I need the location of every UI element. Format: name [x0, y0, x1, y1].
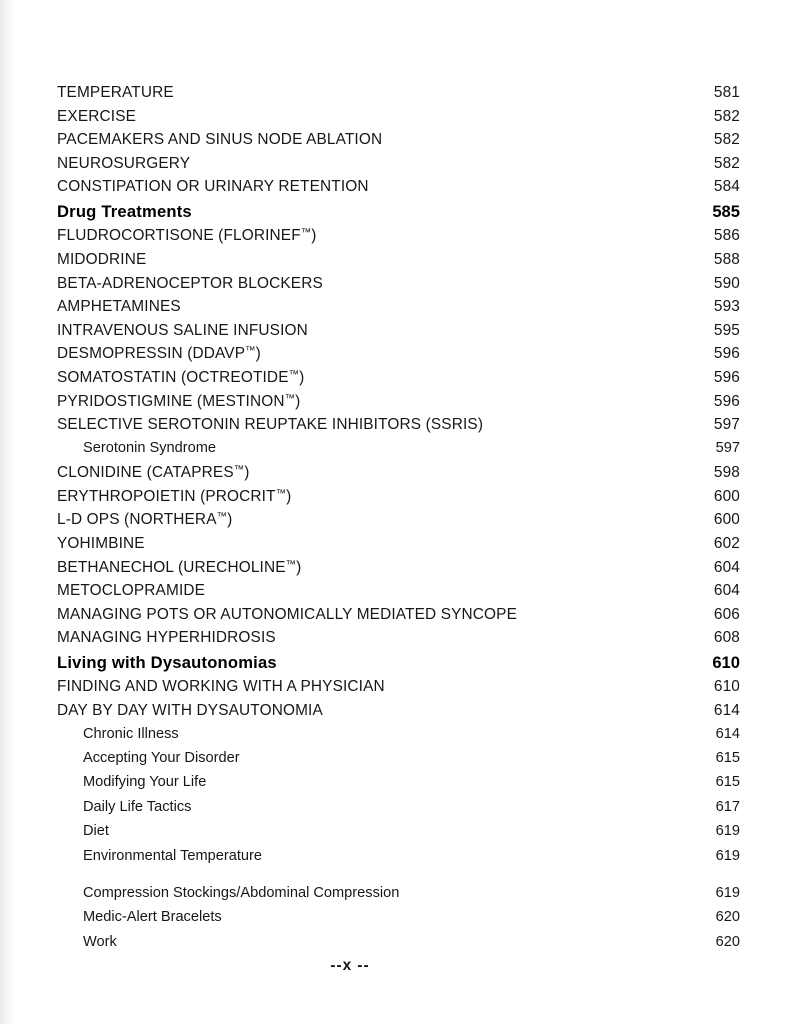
- toc-entry-page-number: 600: [713, 511, 740, 529]
- toc-entry-page-number: 598: [713, 464, 740, 482]
- toc-entry[interactable]: [57, 909, 740, 933]
- toc-entry-page-number: 620: [715, 933, 740, 950]
- toc-entry[interactable]: [57, 606, 740, 630]
- toc-entry[interactable]: [57, 227, 740, 251]
- toc-entry-title: Modifying Your Life: [83, 774, 207, 791]
- toc-entry-title: Environmental Temperature: [83, 847, 263, 864]
- toc-entry-page-number: 608: [713, 629, 740, 647]
- toc-section-heading[interactable]: [57, 653, 740, 679]
- toc-entry-page-number: 586: [713, 227, 740, 245]
- toc-entry-page-number: 602: [713, 534, 740, 552]
- toc-entry[interactable]: [57, 774, 740, 798]
- toc-entry[interactable]: [57, 582, 740, 606]
- toc-entry[interactable]: [57, 823, 740, 847]
- toc-entry[interactable]: [57, 416, 740, 440]
- toc-entry-title: INTRAVENOUS SALINE INFUSION: [57, 321, 308, 339]
- toc-entry[interactable]: [57, 440, 740, 464]
- toc-entry-page-number: 582: [713, 154, 740, 172]
- toc-entry[interactable]: [57, 678, 740, 702]
- toc-entry-page-number: 596: [713, 345, 740, 363]
- page-edge-shading: [0, 0, 16, 1024]
- toc-entry-title: BETHANECHOL (URECHOLINE™): [57, 558, 302, 576]
- toc-entry[interactable]: [57, 131, 740, 155]
- toc-entry-title: TEMPERATURE: [57, 84, 174, 101]
- toc-entry-title: MANAGING HYPERHIDROSIS: [57, 629, 276, 647]
- toc-entry-page-number: 619: [715, 884, 740, 901]
- toc-entry[interactable]: [57, 345, 740, 369]
- toc-entry-title: Serotonin Syndrome: [83, 439, 217, 456]
- toc-entry-page-number: 588: [713, 251, 740, 269]
- toc-entry-title: Living with Dysautonomias: [57, 652, 277, 672]
- toc-entry-page-number: 581: [713, 84, 740, 101]
- toc-entry-title: BETA-ADRENOCEPTOR BLOCKERS: [57, 274, 323, 292]
- toc-entry-page-number: 614: [713, 702, 740, 720]
- toc-entry[interactable]: [57, 369, 740, 393]
- trademark-symbol: ™: [275, 488, 287, 500]
- trademark-symbol: ™: [300, 228, 312, 240]
- toc-entry-page-number: 596: [713, 392, 740, 410]
- toc-entry[interactable]: [57, 799, 740, 823]
- toc-entry[interactable]: [57, 726, 740, 750]
- toc-entry-title: FINDING AND WORKING WITH A PHYSICIAN: [57, 678, 385, 696]
- toc-entry[interactable]: [57, 559, 740, 583]
- toc-entry-title: PYRIDOSTIGMINE (MESTINON™): [57, 392, 301, 410]
- toc-entry-title: SELECTIVE SEROTONIN REUPTAKE INHIBITORS (SSRIS): [57, 416, 484, 434]
- toc-entry-title: ERYTHROPOIETIN (PROCRIT™): [57, 487, 292, 505]
- toc-entry-title: FLUDROCORTISONE (FLORINEF™): [57, 227, 317, 245]
- toc-entry[interactable]: [57, 322, 740, 346]
- toc-entry-page-number: 584: [713, 178, 740, 196]
- toc-entry-page-number: 600: [713, 487, 740, 505]
- trademark-symbol: ™: [284, 393, 296, 405]
- toc-entry-title: PACEMAKERS AND SINUS NODE ABLATION: [57, 131, 383, 149]
- toc-entry[interactable]: [57, 629, 740, 653]
- toc-entry-title: NEUROSURGERY: [57, 154, 191, 172]
- toc-entry-page-number: 595: [713, 321, 740, 339]
- toc-entry-title: Accepting Your Disorder: [83, 750, 240, 767]
- toc-entry-page-number: 610: [713, 678, 740, 696]
- toc-entry-title: YOHIMBINE: [57, 534, 145, 552]
- toc-spacer: [57, 872, 740, 885]
- toc-entry-title: EXERCISE: [57, 107, 137, 125]
- toc-entry-page-number: 606: [713, 605, 740, 623]
- toc-entry[interactable]: [57, 108, 740, 132]
- toc-entry-title: Chronic Illness: [83, 725, 179, 742]
- toc-entry-title: Drug Treatments: [57, 201, 192, 221]
- toc-entry-title: MIDODRINE: [57, 251, 147, 269]
- toc-entry-title: Daily Life Tactics: [83, 798, 192, 815]
- toc-entry-title: MANAGING POTS OR AUTONOMICALLY MEDIATED SYNCOPE: [57, 605, 518, 623]
- toc-entry-title: METOCLOPRAMIDE: [57, 582, 206, 600]
- toc-entry-title: DAY BY DAY WITH DYSAUTONOMIA: [57, 702, 323, 720]
- toc-entry-page-number: 620: [715, 909, 740, 926]
- toc-entry-page-number: 596: [713, 369, 740, 387]
- toc-section-heading[interactable]: [57, 202, 740, 228]
- toc-entry[interactable]: [57, 848, 740, 872]
- toc-entry[interactable]: [57, 393, 740, 417]
- toc-entry[interactable]: [57, 511, 740, 535]
- toc-entry-page-number: 615: [715, 750, 740, 767]
- toc-entry[interactable]: [57, 178, 740, 202]
- toc-entry-page-number: 597: [715, 439, 740, 456]
- toc-entry-title: CONSTIPATION OR URINARY RETENTION: [57, 178, 369, 196]
- trademark-symbol: ™: [245, 346, 256, 358]
- trademark-symbol: ™: [285, 559, 297, 571]
- toc-entry-title: L-D OPS (NORTHERA™): [57, 511, 233, 529]
- toc-entry-page-number: 590: [713, 274, 740, 292]
- toc-entry[interactable]: [57, 885, 740, 909]
- toc-entry-page-number: 619: [715, 847, 740, 864]
- toc-entry-page-number: 610: [712, 652, 740, 672]
- toc-entry[interactable]: [57, 298, 740, 322]
- toc-entry-page-number: 604: [713, 558, 740, 576]
- toc-entry[interactable]: [57, 535, 740, 559]
- toc-entry-title: Compression Stockings/Abdominal Compression: [83, 884, 400, 901]
- toc-entry-page-number: 593: [713, 298, 740, 316]
- toc-entry-title: Diet: [83, 823, 109, 840]
- toc-entry-title: AMPHETAMINES: [57, 298, 181, 316]
- toc-entry[interactable]: [57, 750, 740, 774]
- toc-entry-title: Medic-Alert Bracelets: [83, 909, 222, 926]
- toc-entry-title: Work: [83, 933, 117, 950]
- toc-entry-page-number: 585: [712, 201, 740, 221]
- toc-entry[interactable]: [57, 251, 740, 275]
- toc-entry-title: CLONIDINE (CATAPRES™): [57, 464, 250, 482]
- toc-entry-page-number: 604: [713, 582, 740, 600]
- toc-entry-page-number: 597: [713, 416, 740, 434]
- table-of-contents-list: [57, 84, 740, 958]
- toc-entry-page-number: 582: [713, 107, 740, 125]
- toc-entry[interactable]: [57, 464, 740, 488]
- toc-entry[interactable]: [57, 275, 740, 299]
- toc-entry-title: DESMOPRESSIN (DDAVP™): [57, 345, 261, 363]
- trademark-symbol: ™: [216, 512, 228, 523]
- toc-entry-page-number: 614: [715, 725, 740, 742]
- toc-entry[interactable]: [57, 934, 740, 958]
- toc-entry-page-number: 619: [715, 823, 740, 840]
- toc-entry[interactable]: [57, 702, 740, 726]
- toc-entry[interactable]: [57, 488, 740, 512]
- trademark-symbol: ™: [233, 464, 245, 476]
- page-footer-marker: --x --: [330, 957, 370, 974]
- toc-entry-page-number: 582: [713, 131, 740, 149]
- toc-entry[interactable]: [57, 84, 740, 108]
- toc-entry-page-number: 617: [715, 798, 740, 815]
- trademark-symbol: ™: [288, 369, 300, 381]
- toc-entry-page-number: 615: [715, 774, 740, 791]
- toc-entry-title: SOMATOSTATIN (OCTREOTIDE™): [57, 369, 305, 387]
- toc-entry[interactable]: [57, 155, 740, 179]
